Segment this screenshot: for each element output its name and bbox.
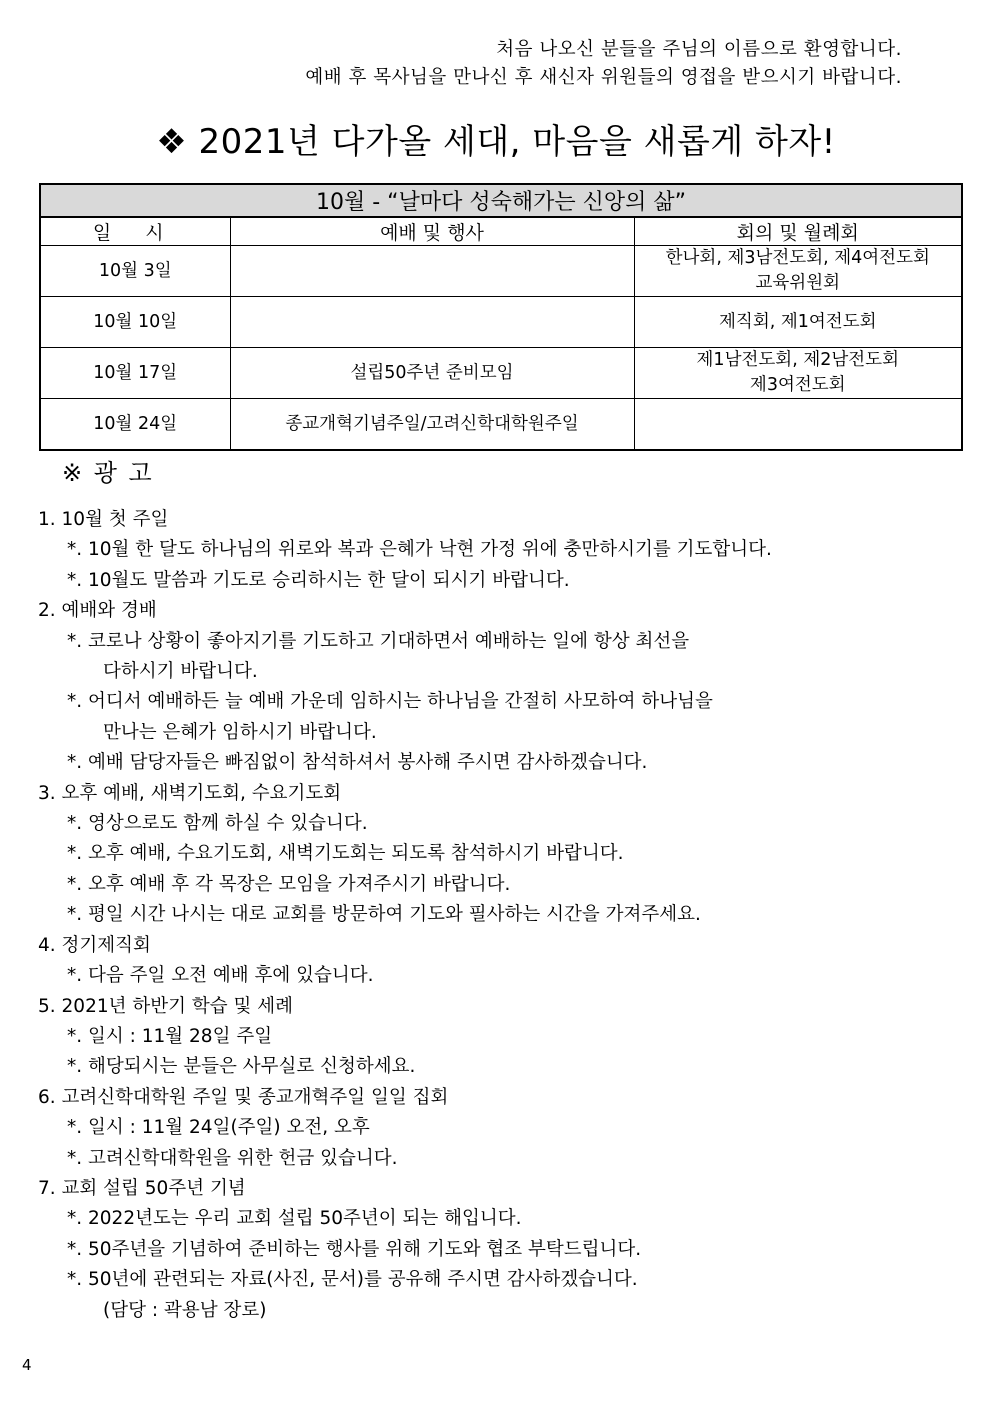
list-item [38,1022,968,1052]
announcement-section-title: 6. 고려신학대학원 주일 및 종교개혁주일 일일 집회 [38,1086,449,1108]
column-header-meetings: 회의 및 월례회 [634,217,962,246]
list-item [38,1144,968,1174]
list-item [38,809,968,839]
list-item-text: *. 50주년을 기념하여 준비하는 행사를 위해 기도와 협조 부탁드립니다. [67,1238,642,1260]
list-item-text: *. 어디서 예배하든 늘 예배 가운데 임하시는 하나님을 간절히 사모하여 하나님을 [67,691,713,713]
list-item [38,1204,968,1234]
table-row [40,246,962,297]
list-item-continuation: 다하시기 바랍니다. [103,661,258,683]
list-item-text: *. 일시 : 11월 24일(주일) 오전, 오후 [67,1117,370,1139]
list-item [38,566,968,596]
row-meeting [634,348,962,399]
list-item-text: *. 예배 담당자들은 빠짐없이 참석하셔서 봉사해 주시면 감사하겠습니다. [67,752,648,774]
list-item [38,1113,968,1143]
welcome-message [305,36,902,92]
list-item [38,1052,968,1082]
row-meeting-line-2: 교육위원회 [755,273,841,293]
row-date: 10월 24일 [40,399,230,451]
row-event [230,297,634,348]
announcement-section-title: 3. 오후 예배, 새벽기도회, 수요기도회 [38,782,342,804]
schedule-banner: 10월 - “날마다 성숙해가는 신앙의 삶” [40,184,962,217]
row-meeting [634,297,962,348]
row-meeting [634,399,962,451]
announcement-section-title: 1. 10월 첫 주일 [38,509,169,530]
list-item [38,748,968,778]
list-item-text: *. 2022년도는 우리 교회 설립 50주년이 되는 해입니다. [67,1208,522,1230]
welcome-line-1: 처음 나오신 분들을 주님의 이름으로 환영합니다. [496,39,902,60]
list-item-text: *. 영상으로도 함께 하실 수 있습니다. [67,813,368,835]
welcome-line-2: 예배 후 목사님을 만나신 후 새신자 위원들의 영접을 받으시기 바랍니다. [305,67,902,88]
table-row [40,399,962,451]
list-item-text: *. 코로나 상황이 좋아지기를 기도하고 기대하면서 예배하는 일에 항상 최선을 [67,630,690,652]
page-number: 4 [22,1356,32,1374]
row-meeting [634,246,962,297]
row-date: 10월 3일 [40,246,230,297]
announcement-section-title: 4. 정기제직회 [38,934,151,956]
schedule-banner-row [40,184,962,217]
list-item [38,535,968,565]
row-event: 종교개혁기념주일/고려신학대학원주일 [230,399,634,451]
list-item-text: *. 일시 : 11월 28일 주일 [67,1025,273,1047]
column-header-events: 예배 및 행사 [230,217,634,246]
announcements-heading: ※ 광 고 [62,459,154,487]
row-date: 10월 17일 [40,348,230,399]
row-meeting-line: 제직회, 제1여전도회 [719,311,877,332]
table-row [40,348,962,399]
row-date: 10월 10일 [40,297,230,348]
announcement-section-title: 5. 2021년 하반기 학습 및 세례 [38,995,293,1017]
list-item-text: *. 10월 한 달도 하나님의 위로와 복과 은혜가 낙현 가정 위에 충만하시기를 기도합니다. [67,539,772,561]
list-item [38,839,968,869]
monthly-schedule-table [39,183,963,451]
yearly-theme-headline: ❖ 2021년 다가올 세대, 마음을 새롭게 하자! [156,122,836,162]
list-item [38,687,968,748]
row-meeting-line: 한나회, 제3남전도회, 제4여전도회 [665,248,930,268]
list-item-text: *. 오후 예배, 수요기도회, 새벽기도회는 되도록 참석하시기 바랍니다. [67,843,624,865]
list-item-text: *. 50년에 관련되는 자료(사진, 문서)를 공유해 주시면 감사하겠습니다. [67,1269,638,1291]
list-item [38,627,968,688]
list-item [38,900,968,930]
row-event [230,246,634,297]
list-item [38,1235,968,1265]
row-meeting-line-2: 제3여전도회 [749,375,846,395]
list-item-text: *. 평일 시간 나시는 대로 교회를 방문하여 기도와 필사하는 시간을 가져주세요. [67,904,701,926]
row-meeting-line: 제1남전도회, 제2남전도회 [696,350,899,370]
list-item-text: *. 고려신학대학원을 위한 헌금 있습니다. [67,1147,398,1169]
column-header-date: 일 시 [40,217,230,246]
list-item-continuation: 만나는 은혜가 임하시기 바랍니다. [103,721,377,743]
schedule-header-row [40,217,962,246]
list-item [38,1265,968,1326]
list-item-continuation: (담당 : 곽용남 장로) [103,1299,267,1321]
list-item-text: *. 해당되시는 분들은 사무실로 신청하세요. [67,1056,416,1078]
row-event: 설립50주년 준비모임 [230,348,634,399]
announcement-section-title: 2. 예배와 경배 [38,600,157,622]
announcements-list [38,505,968,1326]
list-item [38,870,968,900]
list-item [38,961,968,991]
list-item-text: *. 다음 주일 오전 예배 후에 있습니다. [67,965,374,987]
list-item-text: *. 오후 예배 후 각 목장은 모임을 가져주시기 바랍니다. [67,873,511,895]
table-row [40,297,962,348]
announcement-section-title: 7. 교회 설립 50주년 기념 [38,1177,246,1199]
list-item-text: *. 10월도 말씀과 기도로 승리하시는 한 달이 되시기 바랍니다. [67,569,570,591]
